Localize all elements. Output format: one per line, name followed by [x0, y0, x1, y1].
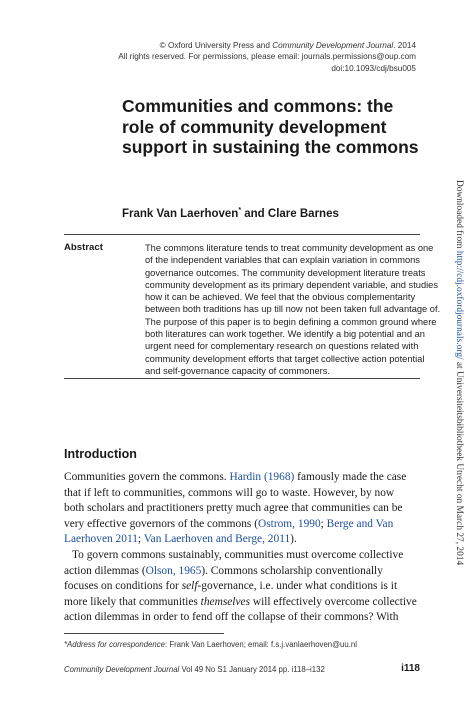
- author-list: Frank Van Laerhoven* and Clare Barnes: [122, 207, 339, 220]
- abstract-line: governance outcomes. The community development literature treats: [145, 267, 426, 278]
- body-line: To govern commons sustainably, communities must overcome collective: [72, 548, 404, 561]
- body-line: Laerhoven 2011; Van Laerhoven and Berge, 2011).: [64, 533, 297, 546]
- body-line: more likely that communities themselves will effectively overcome collective: [64, 595, 417, 608]
- article-title: Communities and commons: the role of community development support in sustaining the commons: [122, 96, 419, 157]
- footer-journal-name: Community Development Journal: [64, 665, 180, 674]
- author-name: Clare Barnes: [267, 207, 339, 220]
- body-line: focuses on conditions for self-governance, i.e. under what conditions is it: [64, 580, 398, 593]
- copyright-line-1: © Oxford University Press and Community Development Journal. 2014: [159, 41, 416, 50]
- page-footer: [64, 665, 420, 674]
- copyright-journal-name: Community Development Journal: [272, 41, 394, 50]
- body-line: both scholars and practitioners pretty much agree that communities can be: [64, 502, 403, 515]
- abstract-line: between both traditions has up till now not been taken full advantage of.: [145, 304, 441, 315]
- citation-link[interactable]: Laerhoven 2011: [64, 533, 138, 546]
- abstract-label: Abstract: [64, 242, 103, 253]
- copyright-line-2: All rights reserved. For permissions, please email: journals.permissions@oup.com: [118, 52, 416, 62]
- citation-link[interactable]: Ostrom, 1990: [258, 517, 321, 530]
- body-line: action dilemmas (Olson, 1965). Commons scholarship conventionally: [64, 564, 383, 577]
- citation-link[interactable]: Hardin (1968): [229, 471, 295, 483]
- abstract-line: both literatures can work together. We identify a big potential and an: [145, 329, 425, 340]
- abstract-top-rule: [64, 234, 420, 235]
- abstract-body: [145, 242, 441, 377]
- abstract-line: and self-governance capacity of commoners.: [145, 365, 330, 376]
- section-heading-introduction: Introduction: [64, 447, 137, 461]
- body-line: that if left to communities, commons will go to waste. However, by now: [64, 486, 395, 499]
- page-number: i118: [401, 663, 420, 674]
- introduction-body: [64, 470, 419, 626]
- body-line: Communities govern the commons. Hardin (1968) famously made the case: [64, 471, 407, 483]
- correspondence-footnote: *Address for correspondence: Frank Van Laerhoven; email: f.s.j.vanlaerhoven@uu.nl: [64, 640, 357, 649]
- doi[interactable]: doi:10.1093/cdj/bsu005: [331, 63, 416, 73]
- citation-link[interactable]: Van Laerhoven and Berge, 2011: [143, 533, 291, 546]
- body-line: very effective governors of the commons (Ostrom, 1990; Berge and Van: [64, 517, 394, 530]
- citation-link[interactable]: Olson, 1965: [145, 564, 202, 577]
- abstract-line: how it can be achieved. We feel that the obvious complementarity: [145, 292, 416, 303]
- footer-issue-details: Vol 49 No S1 January 2014 pp. i118–i132: [179, 665, 325, 674]
- abstract-line: The purpose of this paper is to begin defining a common ground where: [145, 316, 437, 327]
- correspondence-marker: *: [238, 207, 242, 214]
- footnote-rule: [64, 633, 224, 634]
- abstract-line: community development as its primary dependent variable, and studies: [145, 279, 439, 290]
- download-notice: Downloaded from http://cdj.oxfordjournals.org/ at Universiteitsbibliotheek Utrecht on March 27, 2014: [454, 180, 464, 566]
- author-name: Frank Van Laerhoven: [122, 207, 239, 220]
- abstract-line: of the independent variables that can explain variation in commons: [145, 255, 420, 266]
- abstract-bottom-rule: [64, 378, 420, 379]
- abstract-line: community development efforts that target collective action potential: [145, 353, 425, 364]
- body-line: action dilemmas in order to fend off the collapse of their commons? With: [64, 611, 399, 624]
- abstract-line: The commons literature tends to treat community development as one: [145, 243, 434, 253]
- citation-link[interactable]: Berge and Van: [326, 517, 394, 530]
- abstract-line: urgent need for complementary research on questions related with: [145, 341, 419, 352]
- copyright-notice: [96, 40, 416, 74]
- download-source-link[interactable]: http://cdj.oxfordjournals.org/: [454, 250, 464, 360]
